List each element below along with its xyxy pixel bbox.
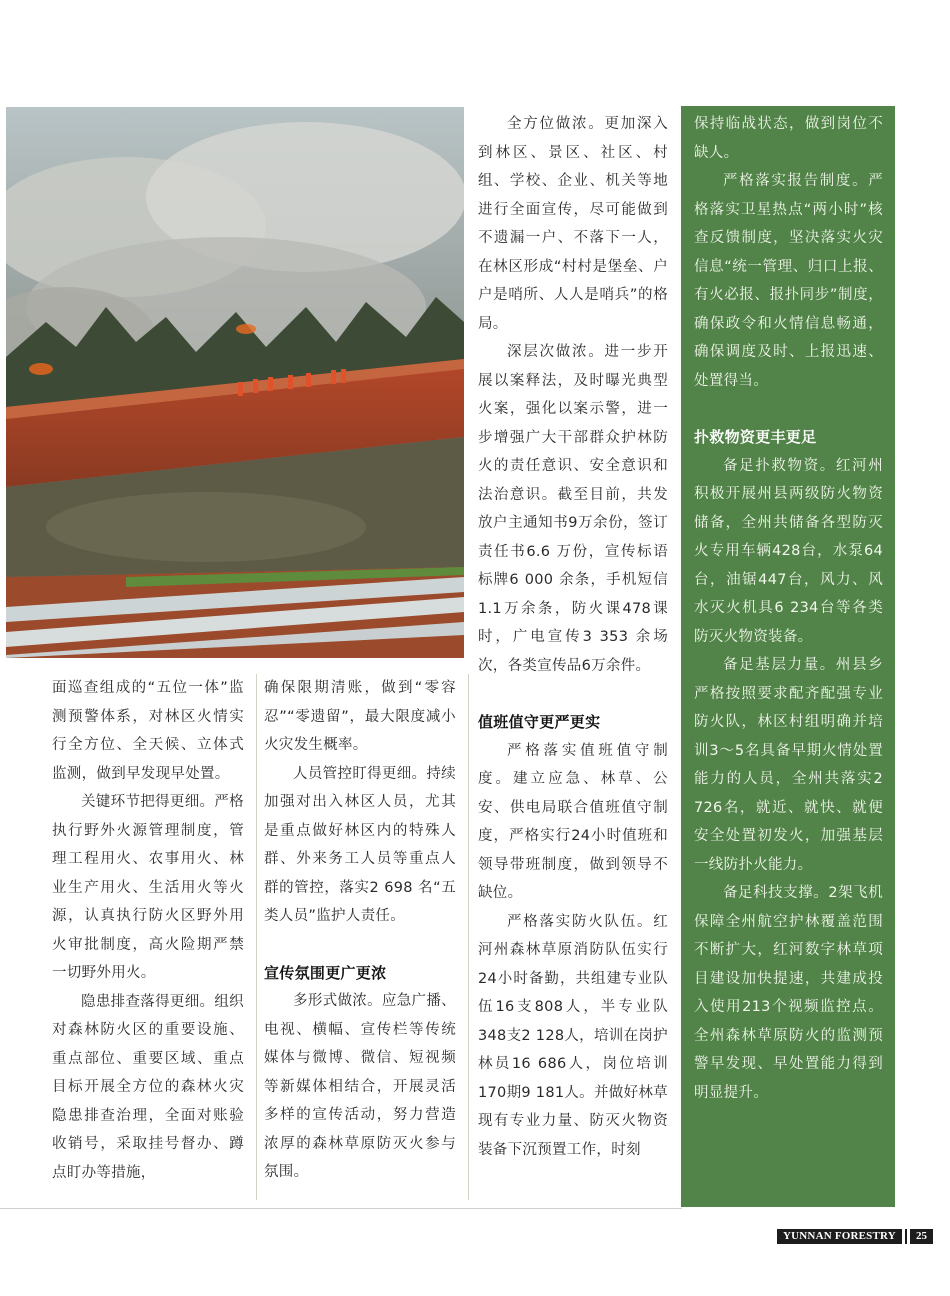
journal-name: YUNNAN FORESTRY [777, 1229, 902, 1244]
paragraph-clearance: 确保限期清账，做到“零容忍”“零遗留”，最大限度减小火灾发生概率。 [264, 680, 456, 753]
paragraph-monitoring: 面巡查组成的“五位一体”监测预警体系，对林区火情实行全方位、全天候、立体式监测，做到早发现早处置。 [52, 680, 244, 782]
column-divider [468, 674, 469, 1200]
paragraph-multi-form: 多形式做浓。应急广播、电视、横幅、宣传栏等传统媒体与微博、微信、短视频等新媒体相结合，开展灵活多样的宣传活动，努力营造浓厚的森林草原防灭火参与氛围。 [264, 993, 456, 1180]
text-column-3 [478, 110, 668, 1164]
forest-fire-illustration [6, 107, 464, 658]
paragraph-key-links: 关键环节把得更细。严格执行野外火源管理制度，管理工程用火、农事用火、林业生产用火、生活用火等火源，认真执行防火区野外用火审批制度，高火险期严禁一切野外用火。 [52, 794, 244, 981]
paragraph-personnel-control: 人员管控盯得更细。持续加强对出入林区人员，尤其是重点做好林区内的特殊人群、外来务工人员等重点人群的管控，落实2 698 名“五类人员”监护人责任。 [264, 765, 456, 924]
text-column-1 [52, 674, 244, 1187]
paragraph-reporting: 严格落实报告制度。严格落实卫星热点“两小时”核查反馈制度，坚决落实火灾信息“统一管理、归口上报、有火必报、报扑同步”制度，确保政令和火情信息畅通，确保调度及时、上报迅速、处置得当。 [694, 173, 883, 389]
text-column-2 [264, 674, 456, 1187]
paragraph-hazard-check: 隐患排查落得更细。组织对森林防火区的重要设施、重点部位、重要区域、重点目标开展全方位的森林火灾隐患排查治理，全面对账验收销号，采取挂号督办、蹲点盯办等措施， [52, 993, 244, 1181]
page-number: 25 [910, 1229, 933, 1244]
paragraph-technology: 备足科技支撑。2架飞机保障全州航空护林覆盖范围不断扩大，红河数字林草项目建设加快提速，共建成投入使用213个视频监控点。全州森林草原防火的监测预警早发现、早处置能力得到明显提升。 [694, 885, 883, 1101]
section-heading-publicity: 宣传氛围更广更浓 [264, 963, 387, 982]
paragraph-grassroots: 备足基层力量。州县乡严格按照要求配齐配强专业防火队，林区村组明确并培训3～5名具备早期火情处置能力的人员，全州共落实2 726名，就近、就快、就便安全处置初发火，加强基层一线防扑火能力。 [694, 657, 883, 873]
footer-divider [905, 1229, 907, 1244]
paragraph-deep-level: 深层次做浓。进一步开展以案释法，及时曝光典型火案，强化以案示警，进一步增强广大干部群众护林防火的责任意识、安全意识和法治意识。截至目前，共发放户主通知书9万余份，签订责任书6.6 万份，宣传标语标牌6 000 余条，手机短信1.1万余条，防火课478课时，广电宣传3 353 余场次，各类宣传品6万余件。 [478, 344, 668, 674]
paragraph-readiness: 保持临战状态，做到岗位不缺人。 [694, 116, 883, 161]
forest-fire-photo [6, 107, 464, 658]
column-divider [256, 674, 257, 1200]
section-heading-duty: 值班值守更严更实 [478, 713, 601, 731]
text-column-4 [681, 106, 895, 1107]
section-heading-supplies: 扑救物资更丰更足 [694, 428, 817, 446]
paragraph-fire-teams: 严格落实防火队伍。红河州森林草原消防队伍实行24小时备勤，共组建专业队伍16支808人，半专业队348支2 128人，培训在岗护林员16 686人，岗位培训170期9 181人。并做好林草现有专业力量、防灭火物资装备下沉预置工作，时刻 [478, 913, 668, 1158]
bottom-rule [0, 1208, 682, 1209]
paragraph-all-round: 全方位做浓。更加深入到林区、景区、社区、村组、学校、企业、机关等地进行全面宣传，尽可能做到不遗漏一户、不落下一人，在林区形成“村村是堡垒、户户是哨所、人人是哨兵”的格局。 [478, 116, 668, 332]
page-footer [777, 1229, 933, 1244]
paragraph-supplies: 备足扑救物资。红河州积极开展州县两级防火物资储备，全州共储备各型防灭火专用车辆428台，水泵64台，油锯447台，风力、风水灭火机具6 234台等各类防灭火物资装备。 [694, 457, 883, 645]
green-sidebar-panel [681, 106, 895, 1207]
paragraph-duty-system: 严格落实值班值守制度。建立应急、林草、公安、供电局联合值班值守制度，严格实行24小时值班和领导带班制度，做到领导不缺位。 [478, 742, 668, 901]
